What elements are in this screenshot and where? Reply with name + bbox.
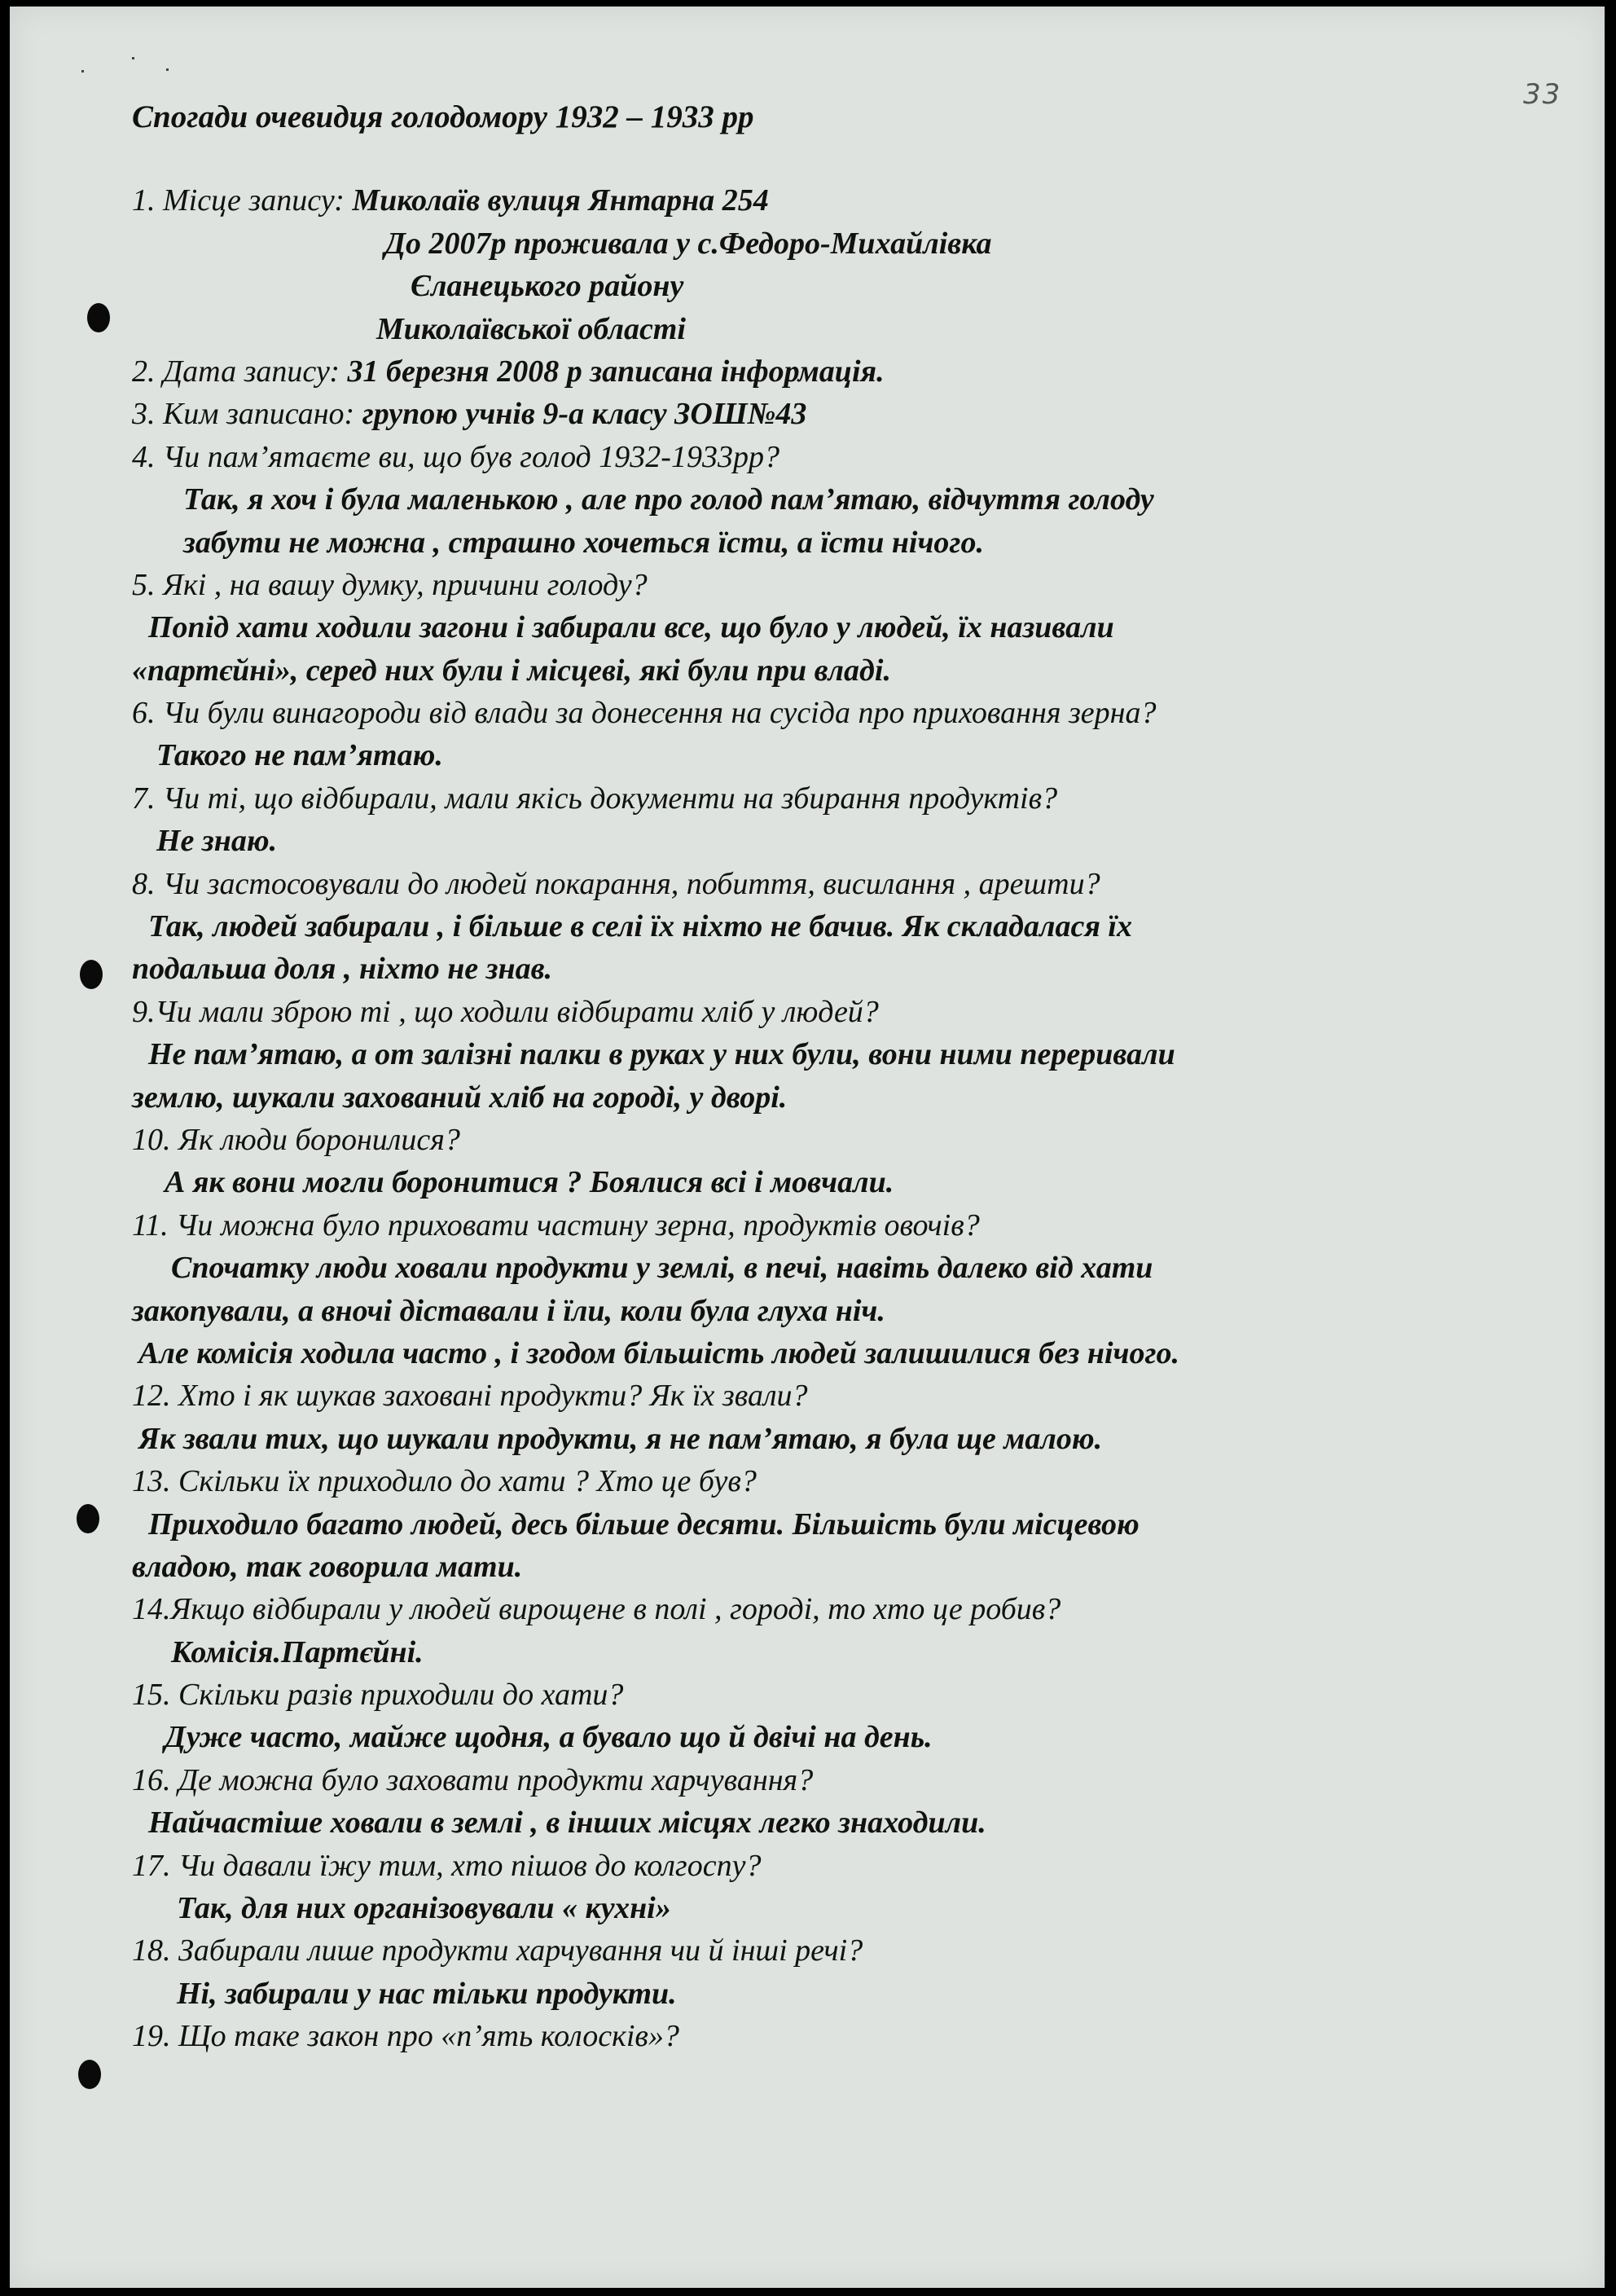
question-text: 3. Ким записано: xyxy=(132,397,362,432)
question-line: 15. Скільки разів приходили до хати? xyxy=(132,1678,624,1713)
answer-line: Так, для них організовували « кухні» xyxy=(177,1891,671,1926)
answer-line: Такого не пам’ятаю. xyxy=(156,738,443,773)
answer-line: Попід хати ходили загони і забирали все, що було у людей, їх називали xyxy=(148,610,1114,645)
answer-line: Найчастіше ховали в землі , в інших місцях легко знаходили. xyxy=(148,1806,986,1841)
question-line: 17. Чи давали їжу тим, хто пішов до колгоспу? xyxy=(132,1848,762,1883)
question-line: 12. Хто і як шукав заховані продукти? Як їх звали? xyxy=(132,1379,808,1414)
answer-line: закопували, а вночі діставали і їли, коли була глуха ніч. xyxy=(132,1293,885,1328)
text-line xyxy=(132,350,1566,393)
answer-line: забути не можна , страшно хочеться їсти, а їсти нічого. xyxy=(183,525,984,560)
question-text: 2. Дата запису: xyxy=(132,354,348,389)
speck xyxy=(132,57,134,59)
question-line: 7. Чи ті, що відбирали, мали якісь документи на збирання продуктів? xyxy=(132,781,1058,816)
answer-text: групою учнів 9-а класу ЗОШ№43 xyxy=(362,397,807,432)
answer-line: владою, так говорила мати. xyxy=(132,1549,523,1584)
text-line: До 2007р проживала у с.Федоро-Михайлівка xyxy=(384,226,992,261)
answer-line: Так, я хоч і була маленькою , але про голод пам’ятаю, відчуття голоду xyxy=(183,482,1154,517)
answer-text: Миколаїв вулиця Янтарна 254 xyxy=(352,183,769,218)
question-line: 8. Чи застосовували до людей покарання, побиття, висилання , арешти? xyxy=(132,866,1100,901)
question-line: 9.Чи мали зброю ті , що ходили відбирати хліб у людей? xyxy=(132,994,879,1029)
punch-hole-2 xyxy=(80,960,103,989)
question-line: 6. Чи були винагороди від влади за донесення на сусіда про приховання зерна? xyxy=(132,696,1157,731)
answer-line: Не пам’ятаю, а от залізні палки в руках у них були, вони ними переривали xyxy=(148,1037,1175,1072)
punch-hole-3 xyxy=(77,1504,99,1533)
question-line: 11. Чи можна було приховати частину зерна, продуктів овочів? xyxy=(132,1207,980,1243)
text-line: Миколаївської області xyxy=(376,311,686,346)
page-number: 33 xyxy=(1523,78,1562,111)
question-line: 19. Що таке закон про «п’ять колосків»? xyxy=(132,2019,679,2054)
answer-line: Приходило багато людей, десь більше десяти. Більшість були місцевою xyxy=(148,1506,1140,1542)
question-text: 1. Місце запису: xyxy=(132,183,353,218)
answer-line: Так, людей забирали , і більше в селі їх ніхто не бачив. Як складалася їх xyxy=(148,909,1132,944)
interview-text xyxy=(132,96,1566,2058)
question-line: 16. Де можна було заховати продукти харчування? xyxy=(132,1762,814,1797)
answer-text: 31 березня 2008 р записана інформація. xyxy=(347,354,885,389)
answer-line: землю, шукали захований хліб на городі, у дворі. xyxy=(132,1080,788,1115)
answer-line: Комісія.Партєйні. xyxy=(171,1634,424,1669)
answer-line: Як звали тих, що шукали продукти, я не пам’ятаю, я була ще малою. xyxy=(138,1421,1103,1456)
answer-line: «партєйні», серед них були і місцеві, які були при владі. xyxy=(132,653,891,688)
text-line: Єланецького району xyxy=(411,269,684,304)
punch-hole-4 xyxy=(78,2060,101,2089)
answer-line: Не знаю. xyxy=(156,824,278,859)
answer-line: Ні, забирали у нас тільки продукти. xyxy=(177,1976,677,2011)
speck xyxy=(166,68,169,71)
text-line xyxy=(132,393,1566,435)
question-line: 18. Забирали лише продукти харчування чи й інші речі? xyxy=(132,1933,863,1968)
question-line: 10. Як люди боронилися? xyxy=(132,1122,460,1157)
question-line: 14.Якщо відбирали у людей вирощене в полі , городі, то хто це робив? xyxy=(132,1592,1061,1627)
text-line xyxy=(132,179,1566,222)
answer-line: А як вони могли боронитися ? Боялися всі і мовчали. xyxy=(165,1165,894,1200)
document-page xyxy=(10,7,1605,2288)
answer-line: подальша доля , ніхто не знав. xyxy=(132,952,553,987)
question-line: 13. Скільки їх приходило до хати ? Хто це був? xyxy=(132,1464,757,1499)
document-title: Спогади очевидця голодомору 1932 – 1933 рр xyxy=(132,99,754,134)
punch-hole-1 xyxy=(87,303,110,332)
answer-line: Дуже часто, майже щодня, а бувало що й двічі на день. xyxy=(165,1720,933,1755)
answer-line: Спочатку люди ховали продукти у землі, в печі, навіть далеко від хати xyxy=(171,1251,1153,1286)
speck xyxy=(81,70,84,73)
question-line: 5. Які , на вашу думку, причини голоду? xyxy=(132,567,648,602)
question-line: 4. Чи пам’ятаєте ви, що був голод 1932-1933рр? xyxy=(132,439,779,474)
answer-line: Але комісія ходила часто , і згодом більшість людей залишилися без нічого. xyxy=(138,1335,1180,1370)
